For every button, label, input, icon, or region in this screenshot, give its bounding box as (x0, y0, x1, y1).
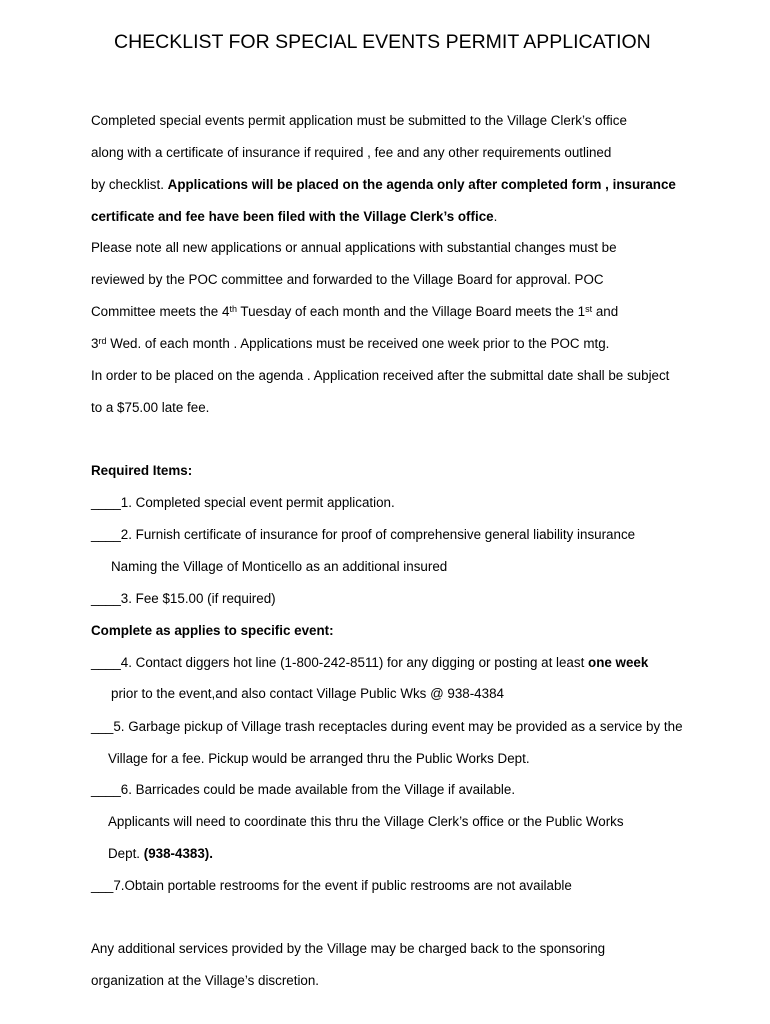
intro-line-5: Please note all new applications or annual applications with substantial changes must be (91, 240, 617, 255)
intro-line-7-a: Committee meets the 4 (91, 304, 230, 319)
specific-item-6-continued-2 (108, 846, 213, 862)
intro-line-4-end: . (493, 209, 498, 224)
specific-item-6-phone: (938-4383). (143, 846, 213, 861)
intro-line-7-b: Tuesday of each month and the Village Board meets the 1 (236, 304, 586, 319)
intro-line-6: reviewed by the POC committee and forwarded to the Village Board for approval. POC (91, 272, 604, 287)
specific-item-5: ___5. Garbage pickup of Village trash receptacles during event may be provided as a service by the (91, 719, 683, 734)
intro-line-7 (91, 304, 618, 320)
required-item-2-continued: Naming the Village of Monticello as an additional insured (111, 559, 448, 574)
intro-line-3-bold: Applications will be placed on the agenda only after completed form , insurance (167, 177, 676, 192)
intro-line-10: to a $75.00 late fee. (91, 400, 210, 415)
intro-line-4-bold: certificate and fee have been filed with the Village Clerk’s office (91, 209, 494, 224)
closing-line-2: organization at the Village’s discretion. (91, 973, 320, 988)
specific-item-5-continued: Village for a fee. Pickup would be arranged thru the Public Works Dept. (108, 751, 530, 766)
intro-line-7-c: and (592, 304, 619, 319)
intro-line-8-b: Wed. of each month . Applications must be received one week prior to the POC mtg. (106, 336, 610, 351)
specific-item-4-text: ____4. Contact diggers hot line (1-800-242-8511) for any digging or posting at least (91, 655, 589, 670)
specific-event-heading: Complete as applies to specific event: (91, 623, 334, 638)
page-title: CHECKLIST FOR SPECIAL EVENTS PERMIT APPLICATION (114, 31, 651, 53)
intro-line-7-sup-th: th (229, 304, 237, 314)
specific-item-4-bold: one week (588, 655, 649, 670)
specific-item-4 (91, 655, 648, 671)
intro-line-8-a: 3 (91, 336, 99, 351)
intro-line-8-sup-rd: rd (98, 336, 107, 346)
required-items-heading: Required Items: (91, 463, 193, 478)
intro-line-2: along with a certificate of insurance if required , fee and any other requirements outlined (91, 145, 612, 160)
intro-line-8 (91, 336, 609, 352)
required-item-1: ____1. Completed special event permit application. (91, 495, 395, 510)
specific-item-6: ____6. Barricades could be made available from the Village if available. (91, 782, 516, 797)
intro-line-4 (91, 209, 497, 225)
intro-line-9: In order to be placed on the agenda . Application received after the submittal date shall be subject (91, 368, 670, 383)
specific-item-6-continued-1: Applicants will need to coordinate this thru the Village Clerk’s office or the Public Works (108, 814, 624, 829)
specific-item-6-dept: Dept. (108, 846, 144, 861)
specific-item-7: ___7.Obtain portable restrooms for the event if public restrooms are not available (91, 878, 572, 893)
required-item-3: ____3. Fee $15.00 (if required) (91, 591, 276, 606)
intro-line-3 (91, 177, 676, 193)
closing-line-1: Any additional services provided by the Village may be charged back to the sponsoring (91, 941, 606, 956)
intro-line-3-text: by checklist. (91, 177, 168, 192)
required-item-2: ____2. Furnish certificate of insurance for proof of comprehensive general liability insurance (91, 527, 636, 542)
intro-line-7-sup-st: st (585, 304, 593, 314)
specific-item-4-continued: prior to the event,and also contact Village Public Wks @ 938-4384 (111, 686, 504, 701)
intro-line-1: Completed special events permit application must be submitted to the Village Clerk’s office (91, 113, 627, 128)
